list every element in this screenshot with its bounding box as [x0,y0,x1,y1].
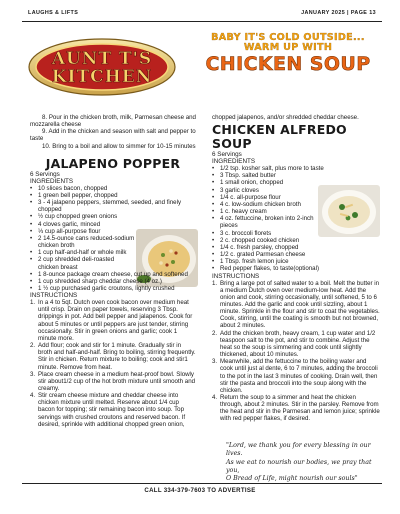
alfredo-ingredients-block [212,165,380,272]
jalapeno-instruction-list [30,299,196,428]
section-name: LAUGHS & LIFTS [28,10,79,16]
list-item: • 4 oz. fettuccine, broken into 2-inch pieces [212,215,380,229]
continued-step-9: 9. Add in the chicken and season with salt and pepper to taste [30,128,196,143]
list-item: 2. Add flour; cook and stir for 1 minute. Gradually stir in broth and half-and-half. Bring to boiling, stirring frequently. Stir in chicken. Return mixture to boiling; cook and stir1 minute. Remove from heat. [30,342,196,371]
instruction-text: Meanwhile, add the fettuccine to the boiling water and cook until just al dente, 6 to 7 minutes, adding the broccoli to the pot in the last 3 minutes of cooking. Drain well, then stir the pasta and broccoli into the soup along with the chicken. [220,358,378,394]
continued-step-10: 10. Bring to a boil and allow to simmer for 10-15 minutes [42,142,196,150]
jalapeno-ingredients-block [30,185,196,292]
instruction-text: Place cream cheese in a medium heat-proof bowl. Slowly stir about1/2 cup of the hot broth mixture until smooth and creamy. [38,370,196,392]
quote-line3: O Bread of Life, might nourish our souls" [226,475,358,483]
list-item: • ½ cup chopped green onions [30,213,196,220]
instruction-text: Add the chicken broth, heavy cream, 1 cup water and 1/2 teaspoon salt to the pot, and stir to combine. Adjust the heat so the soup is simmering and cook until slightly thickened, about 10 minutes. [220,329,376,359]
headline-line1: BABY IT'S COLD OUTSIDE... [211,32,365,43]
list-item: • 1 cup shredded sharp cheddar cheese (4 oz.) [30,278,196,285]
alfredo-ingredients-label: INGREDIENTS [212,158,256,166]
list-item: • 1 8-ounce package cream cheese, cut up and softened [30,271,196,278]
list-item: • 1 Tbsp. fresh lemon juice [212,258,380,265]
list-item: • 1/2 tsp. kosher salt, plus more to taste [212,165,380,172]
instruction-text: In a 4 to 5qt. Dutch oven cook bacon over medium heat until crisp. Drain on paper towels, reserving 3 Tbsp. drippings in pot. Add bell pepper and jalapenos. Cook for about 5 minutes or until peppers are just tender, stirring occasionally. Stir in green onions and garlic; cook 1 minute more. [38,299,193,342]
prayer-quote [226,442,386,483]
list-item: • 3 Tbsp. salted butter [212,172,380,179]
alfredo-ingredient-list [212,165,380,272]
list-item: • 10 slices bacon, chopped [30,185,196,192]
logo-line2: KITCHEN [51,67,153,87]
list-item: • 1 ½ cup purchased garlic croutons, lightly crushed [30,285,196,292]
page-header [22,9,382,21]
jalapeno-instructions-label: INSTRUCTIONS [30,292,78,300]
alfredo-title: CHICKEN ALFREDO SOUP [212,122,347,152]
quote-line2: As we eat to nourish our bodies, we pray that you, [226,458,372,474]
list-item: 1. In a 4 to 5qt. Dutch oven cook bacon over medium heat until crisp. Drain on paper towels, reserving 3 Tbsp. drippings in pot. Add bell pepper and jalapenos. Cook for about 5 minutes or until peppers are just tender, stirring occasionally. Stir in green onions and garlic; cook 1 minute more. [30,299,193,342]
list-item: 4. Return the soup to a simmer and heat the chicken through, about 2 minutes. Stir in the parsley. Remove from the heat and stir in the Parmesan and lemon juice; sprinkle with red pepper flakes, if desired. [212,394,380,423]
instruction-text: Return the soup to a simmer and heat the chicken through, about 2 minutes. Stir in the parsley. Remove from the heat and stir in the Parmesan and lemon juice; sprinkle with red pepper flakes, if desired. [220,394,380,423]
list-item: • 1 small onion, chopped [212,179,380,186]
aunt-ts-kitchen-logo [27,37,177,97]
jalapeno-ingredient-list [30,185,196,292]
header-rule [22,21,382,22]
alfredo-instructions-label: INSTRUCTIONS [212,272,260,280]
footer-advertise: CALL 334-379-7603 TO ADVERTISE [144,487,256,494]
right-column [212,114,380,423]
list-item: 3. Meanwhile, add the fettuccine to the boiling water and cook until just al dente, 6 to 7 minutes, adding the broccoli to the pot in the last 3 minutes of cooking. Drain well, then stir the pasta and broccoli into the soup along with the chicken. [212,358,378,394]
continued-step-8: 8. Pour in the chicken broth, milk, Parmesan cheese and mozzarella cheese [30,114,196,129]
list-item: • 3 - 4 jalapeno peppers, stemmed, seeded, and finely chopped [30,199,196,213]
instruction-text: Bring a large pot of salted water to a boil. Melt the butter in a medium Dutch oven over medium-low heat. Add the onion and cook, stirring occasionally, until softened, 5 to 6 minutes. Add the garlic and cook until sizzling, about 1 minute. Sprinkle in the flour and stir to coat the vegetables. Cook, stirring, until the coating is smooth but not browned, about 2 minutes. [220,279,380,330]
instruction-text: Stir cream cheese mixture and cheddar cheese into chicken mixture until melted. Reserve about 1/4 cup bacon for topping; stir remaining bacon into soup. Top servings with crushed croutons and reserved bacon. If desired, sprinkle with additional chopped green onion, [38,392,186,428]
list-item: 3. Place cream cheese in a medium heat-proof bowl. Slowly stir about1/2 cup of the hot broth mixture until smooth and creamy. [30,370,196,392]
list-item: • ⅓ cup all-purpose flour [30,228,196,235]
list-item: 4. Stir cream cheese mixture and cheddar cheese into chicken mixture until melted. Reserve about 1/4 cup bacon for topping; stir remaining bacon into soup. Top servings with crushed croutons and reserved bacon. If desired, sprinkle with additional chopped green onion, [30,392,186,428]
alfredo-servings: 6 Servings [212,151,242,159]
list-item: • 1/4 c. all-purpose flour [212,194,380,201]
list-item: • 2 cup shredded deli-roasted chicken breast [30,256,196,270]
issue-date-page: JANUARY 2025 | PAGE 13 [301,10,376,16]
instruction-text: Add flour; cook and stir for 1 minute. Gradually stir in broth and half-and-half. Bring to boiling, stirring frequently. Stir in chicken. Return mixture to boiling; cook and stir1 minute. Remove from heat. [38,342,196,371]
list-item: • 1/2 c. grated Parmesan cheese [212,251,380,258]
quote-line1: "Lord, we thank you for every blessing in our lives. [226,442,371,458]
jalapeno-title: JALAPENO POPPER [45,155,181,171]
footer-rule [22,483,382,484]
list-item: 1. Bring a large pot of salted water to a boil. Melt the butter in a medium Dutch oven over medium-low heat. Add the onion and cook, stirring occasionally, until softened, 5 to 6 minutes. Add the garlic and cook until sizzling, about 1 minute. Sprinkle in the flour and stir to coat the vegetables. Cook, stirring, until the coating is smooth but not browned, about 2 minutes. [212,279,380,330]
list-item: • Red pepper flakes, to taste(optional) [212,265,380,272]
list-item: • 1/4 c. fresh parsley, chopped [212,244,380,251]
list-item: • 1 c. heavy cream [212,208,380,215]
list-item: • 3 garlic cloves [212,187,380,194]
list-item: • 4 c. low-sodium chicken broth [212,201,380,208]
headline [188,33,388,75]
jalapeno-ingredients-label: INGREDIENTS [30,177,74,185]
list-item: • 1 green bell pepper, chopped [30,192,196,199]
jalapeno-servings: 6 Servings [30,170,60,178]
logo-line1: AUNT T'S [51,49,153,69]
list-item: • 2 c. chopped cooked chicken [212,237,380,244]
alfredo-instruction-list [212,280,380,423]
left-column [30,114,196,428]
continued-text: chopped jalapenos, and/or shredded cheddar cheese. [212,114,359,121]
headline-line3: CHICKEN SOUP [205,53,371,75]
list-item: 2. Add the chicken broth, heavy cream, 1 cup water and 1/2 teaspoon salt to the pot, and stir to combine. Adjust the heat so the soup is simmering and cook until slightly thickened, about 10 minutes. [212,329,376,359]
headline-line2: WARM UP WITH [243,42,333,53]
list-item: • 3 c. broccoli florets [212,230,380,237]
list-item: • 1 cup half-and-half or whole milk [30,249,196,256]
list-item: • 4 cloves garlic, minced [30,221,196,228]
list-item: • 2 14.5-ounce cans reduced-sodium chicken broth [30,235,196,249]
